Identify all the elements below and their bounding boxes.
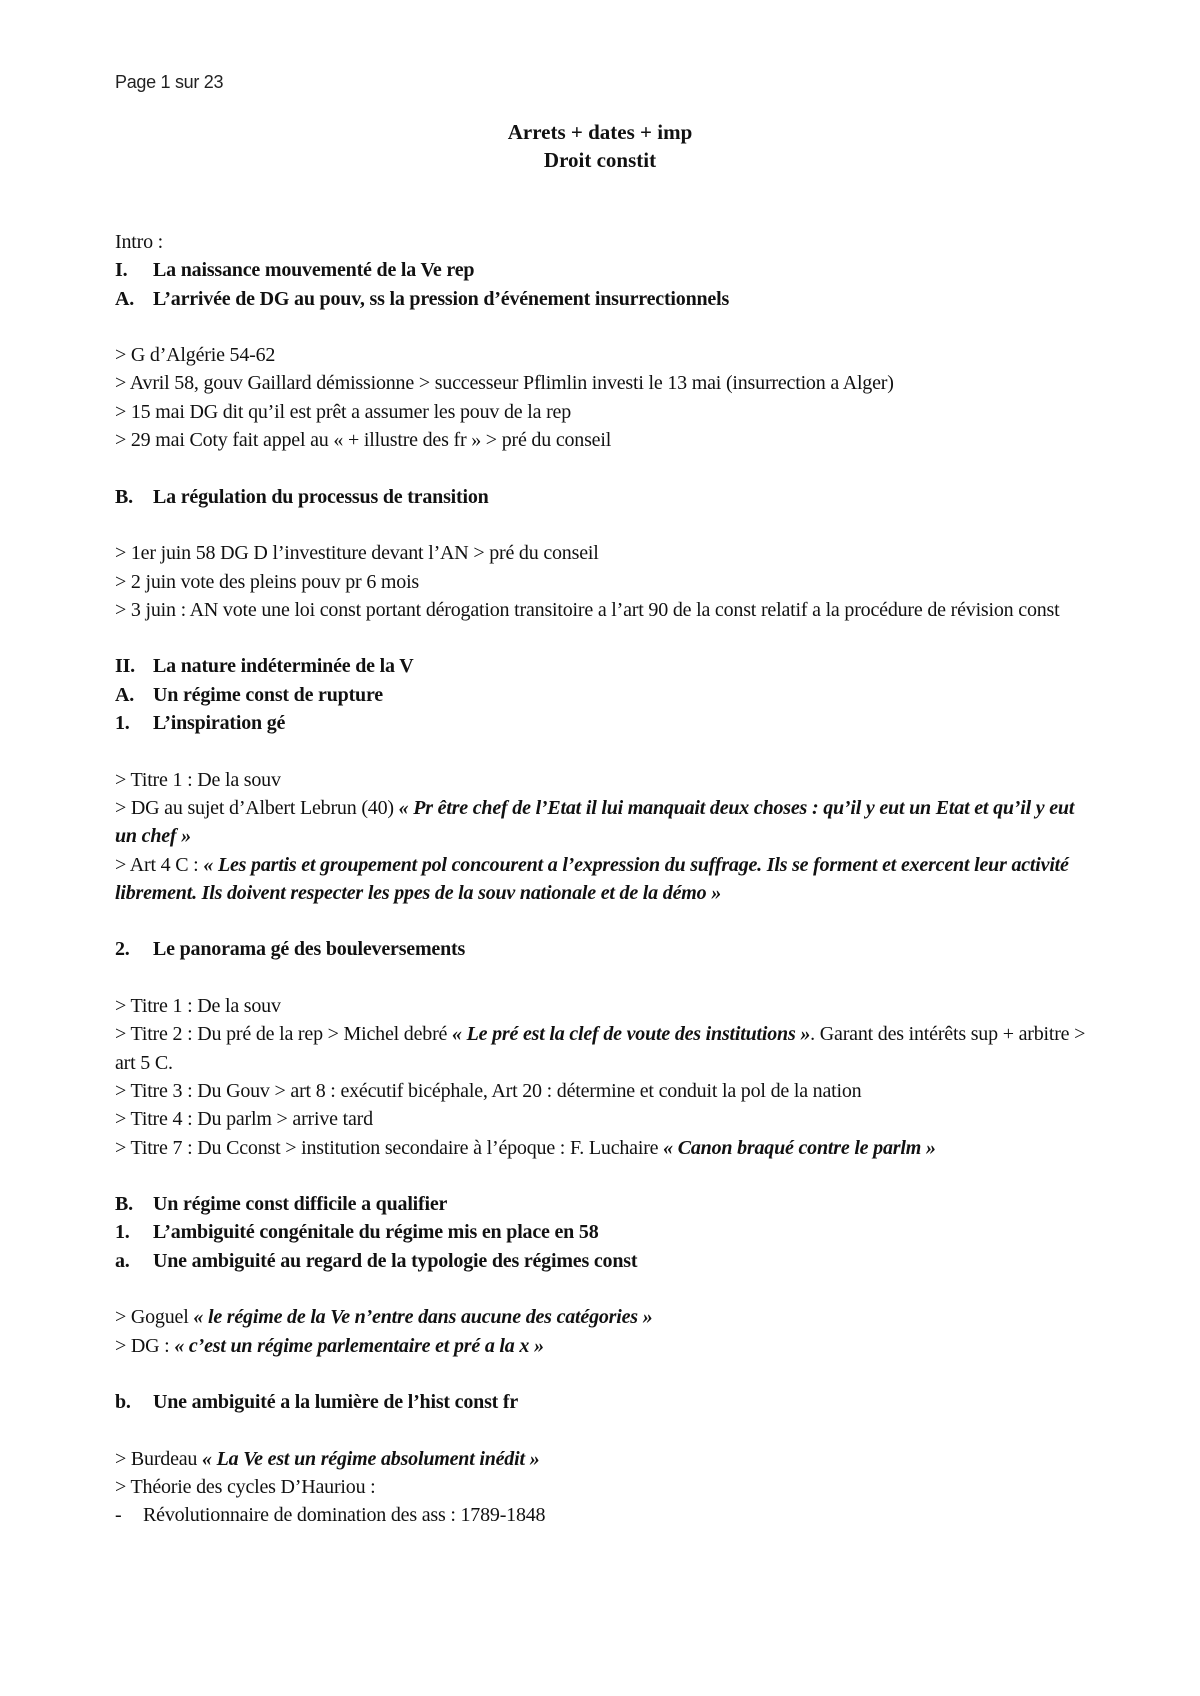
spacer [115,1360,1095,1388]
text-line: > Titre 4 : Du parlm > arrive tard [115,1108,373,1131]
text-line [115,1445,1095,1473]
heading-II-B [115,1190,1095,1218]
heading-number: a. [115,1249,130,1272]
heading-II-B-1 [115,1218,1095,1246]
heading-number: b. [115,1391,131,1414]
heading-text: Une ambiguité au regard de la typologie des régimes const [153,1249,638,1272]
doc-title-line-1: Arrets + dates + imp [507,120,693,144]
text-plain: Révolutionnaire de domination des ass : 1789-1848 [143,1504,546,1527]
text-line [115,1134,1095,1162]
text-line: > Titre 1 : De la souv [115,768,281,791]
heading-text: L’arrivée de DG au pouv, ss la pression d’événement insurrectionnels [153,287,730,310]
document-body [115,228,1095,1530]
text-line: > 3 juin : AN vote une loi const portant dérogation transitoire a l’art 90 de la const relatif a la procédure de révision const [115,598,1060,621]
text-plain: > DG au sujet d’Albert Lebrun (40) [115,796,399,819]
heading-I [115,256,1095,284]
list-dash: - [115,1504,122,1527]
heading-I-B [115,483,1095,511]
intro-label: Intro : [115,231,164,253]
heading-number: B. [115,485,133,508]
heading-II-A-2 [115,935,1095,963]
spacer [115,454,1095,482]
text-plain: > DG : [115,1334,175,1357]
text-plain: > Goguel [115,1306,194,1329]
quotation: « Les partis et groupement pol concourent a l’expression du suffrage. Ils se forment et exercent leur activité librement. Ils doivent respecter les ppes de la souv nationale et de la démo » [115,853,1069,904]
spacer [115,313,1095,341]
spacer [115,1275,1095,1303]
text-line [115,851,1095,908]
spacer [115,624,1095,652]
text-line: > Titre 1 : De la souv [115,995,281,1018]
heading-number: I. [115,259,128,282]
text-line: > 2 juin vote des pleins pouv pr 6 mois [115,570,420,593]
text-line: > Théorie des cycles D’Hauriou : [115,1476,376,1499]
spacer [115,1162,1095,1190]
text-plain: > Titre 2 : Du pré de la rep > Michel debré [115,1023,453,1046]
list-item [115,1501,1095,1529]
heading-number: A. [115,683,135,706]
text-line [115,1020,1095,1077]
quotation: « La Ve est un régime absolument inédit » [202,1447,540,1470]
quotation: « Pr être chef de l’Etat il lui manquait deux choses : qu’il y eut un Etat et qu’il y eut un chef » [115,796,1075,848]
text-line [115,794,1095,851]
quotation: « c’est un régime parlementaire et pré a la x » [174,1334,544,1357]
text-plain: > Titre 7 : Du Cconst > institution secondaire à l’époque : F. Luchaire [115,1136,664,1159]
text-line: > Titre 3 : Du Gouv > art 8 : exécutif bicéphale, Art 20 : détermine et conduit la pol de la nation [115,1079,862,1102]
text-line: > G d’Algérie 54-62 [115,344,276,367]
heading-number: B. [115,1193,133,1216]
text-line: > 29 mai Coty fait appel au « + illustre des fr » > pré du conseil [115,429,612,452]
spacer [115,1416,1095,1444]
heading-II-B-1-a [115,1247,1095,1275]
heading-text: Le panorama gé des bouleversements [153,938,466,961]
heading-text: L’inspiration gé [153,712,286,735]
heading-I-A [115,285,1095,313]
spacer [115,964,1095,992]
heading-text: Un régime const difficile a qualifier [153,1193,448,1216]
heading-text: La naissance mouvementé de la Ve rep [153,259,475,282]
heading-II-A-1 [115,709,1095,737]
quotation: « le régime de la Ve n’entre dans aucune des catégories » [193,1306,653,1329]
heading-II [115,652,1095,680]
text-plain: > Art 4 C : [115,853,204,876]
doc-title-line-2: Droit constit [543,148,657,172]
heading-II-B-1-b [115,1388,1095,1416]
spacer [115,511,1095,539]
text-line: > 15 mai DG dit qu’il est prêt a assumer les pouv de la rep [115,400,572,423]
heading-text: La régulation du processus de transition [153,485,489,508]
heading-number: 2. [115,938,130,961]
text-plain: . Garant des intérêts sup + arbitre > art 5 C. [115,1023,1086,1074]
text-line: > 1er juin 58 DG D l’investiture devant l’AN > pré du conseil [115,542,599,565]
heading-number: 1. [115,1221,130,1244]
text-plain: > Burdeau [115,1447,203,1470]
text-line: > Avril 58, gouv Gaillard démissionne > successeur Pflimlin investi le 13 mai (insurrection a Alger) [115,372,894,395]
page-header: Page 1 sur 23 [115,72,224,92]
heading-number: II. [115,655,135,678]
heading-II-A [115,681,1095,709]
quotation: « Canon braqué contre le parlm » [663,1136,936,1159]
heading-number: 1. [115,712,130,735]
quotation: « Le pré est la clef de voute des institutions » [452,1023,811,1046]
heading-text: Un régime const de rupture [153,683,383,706]
spacer [115,737,1095,765]
text-line [115,1303,1095,1331]
heading-text: La nature indéterminée de la V [153,655,414,678]
heading-text: L’ambiguité congénitale du régime mis en place en 58 [153,1221,599,1244]
heading-text: Une ambiguité a la lumière de l’hist const fr [153,1391,519,1414]
heading-number: A. [115,287,135,310]
text-line [115,1332,1095,1360]
spacer [115,907,1095,935]
